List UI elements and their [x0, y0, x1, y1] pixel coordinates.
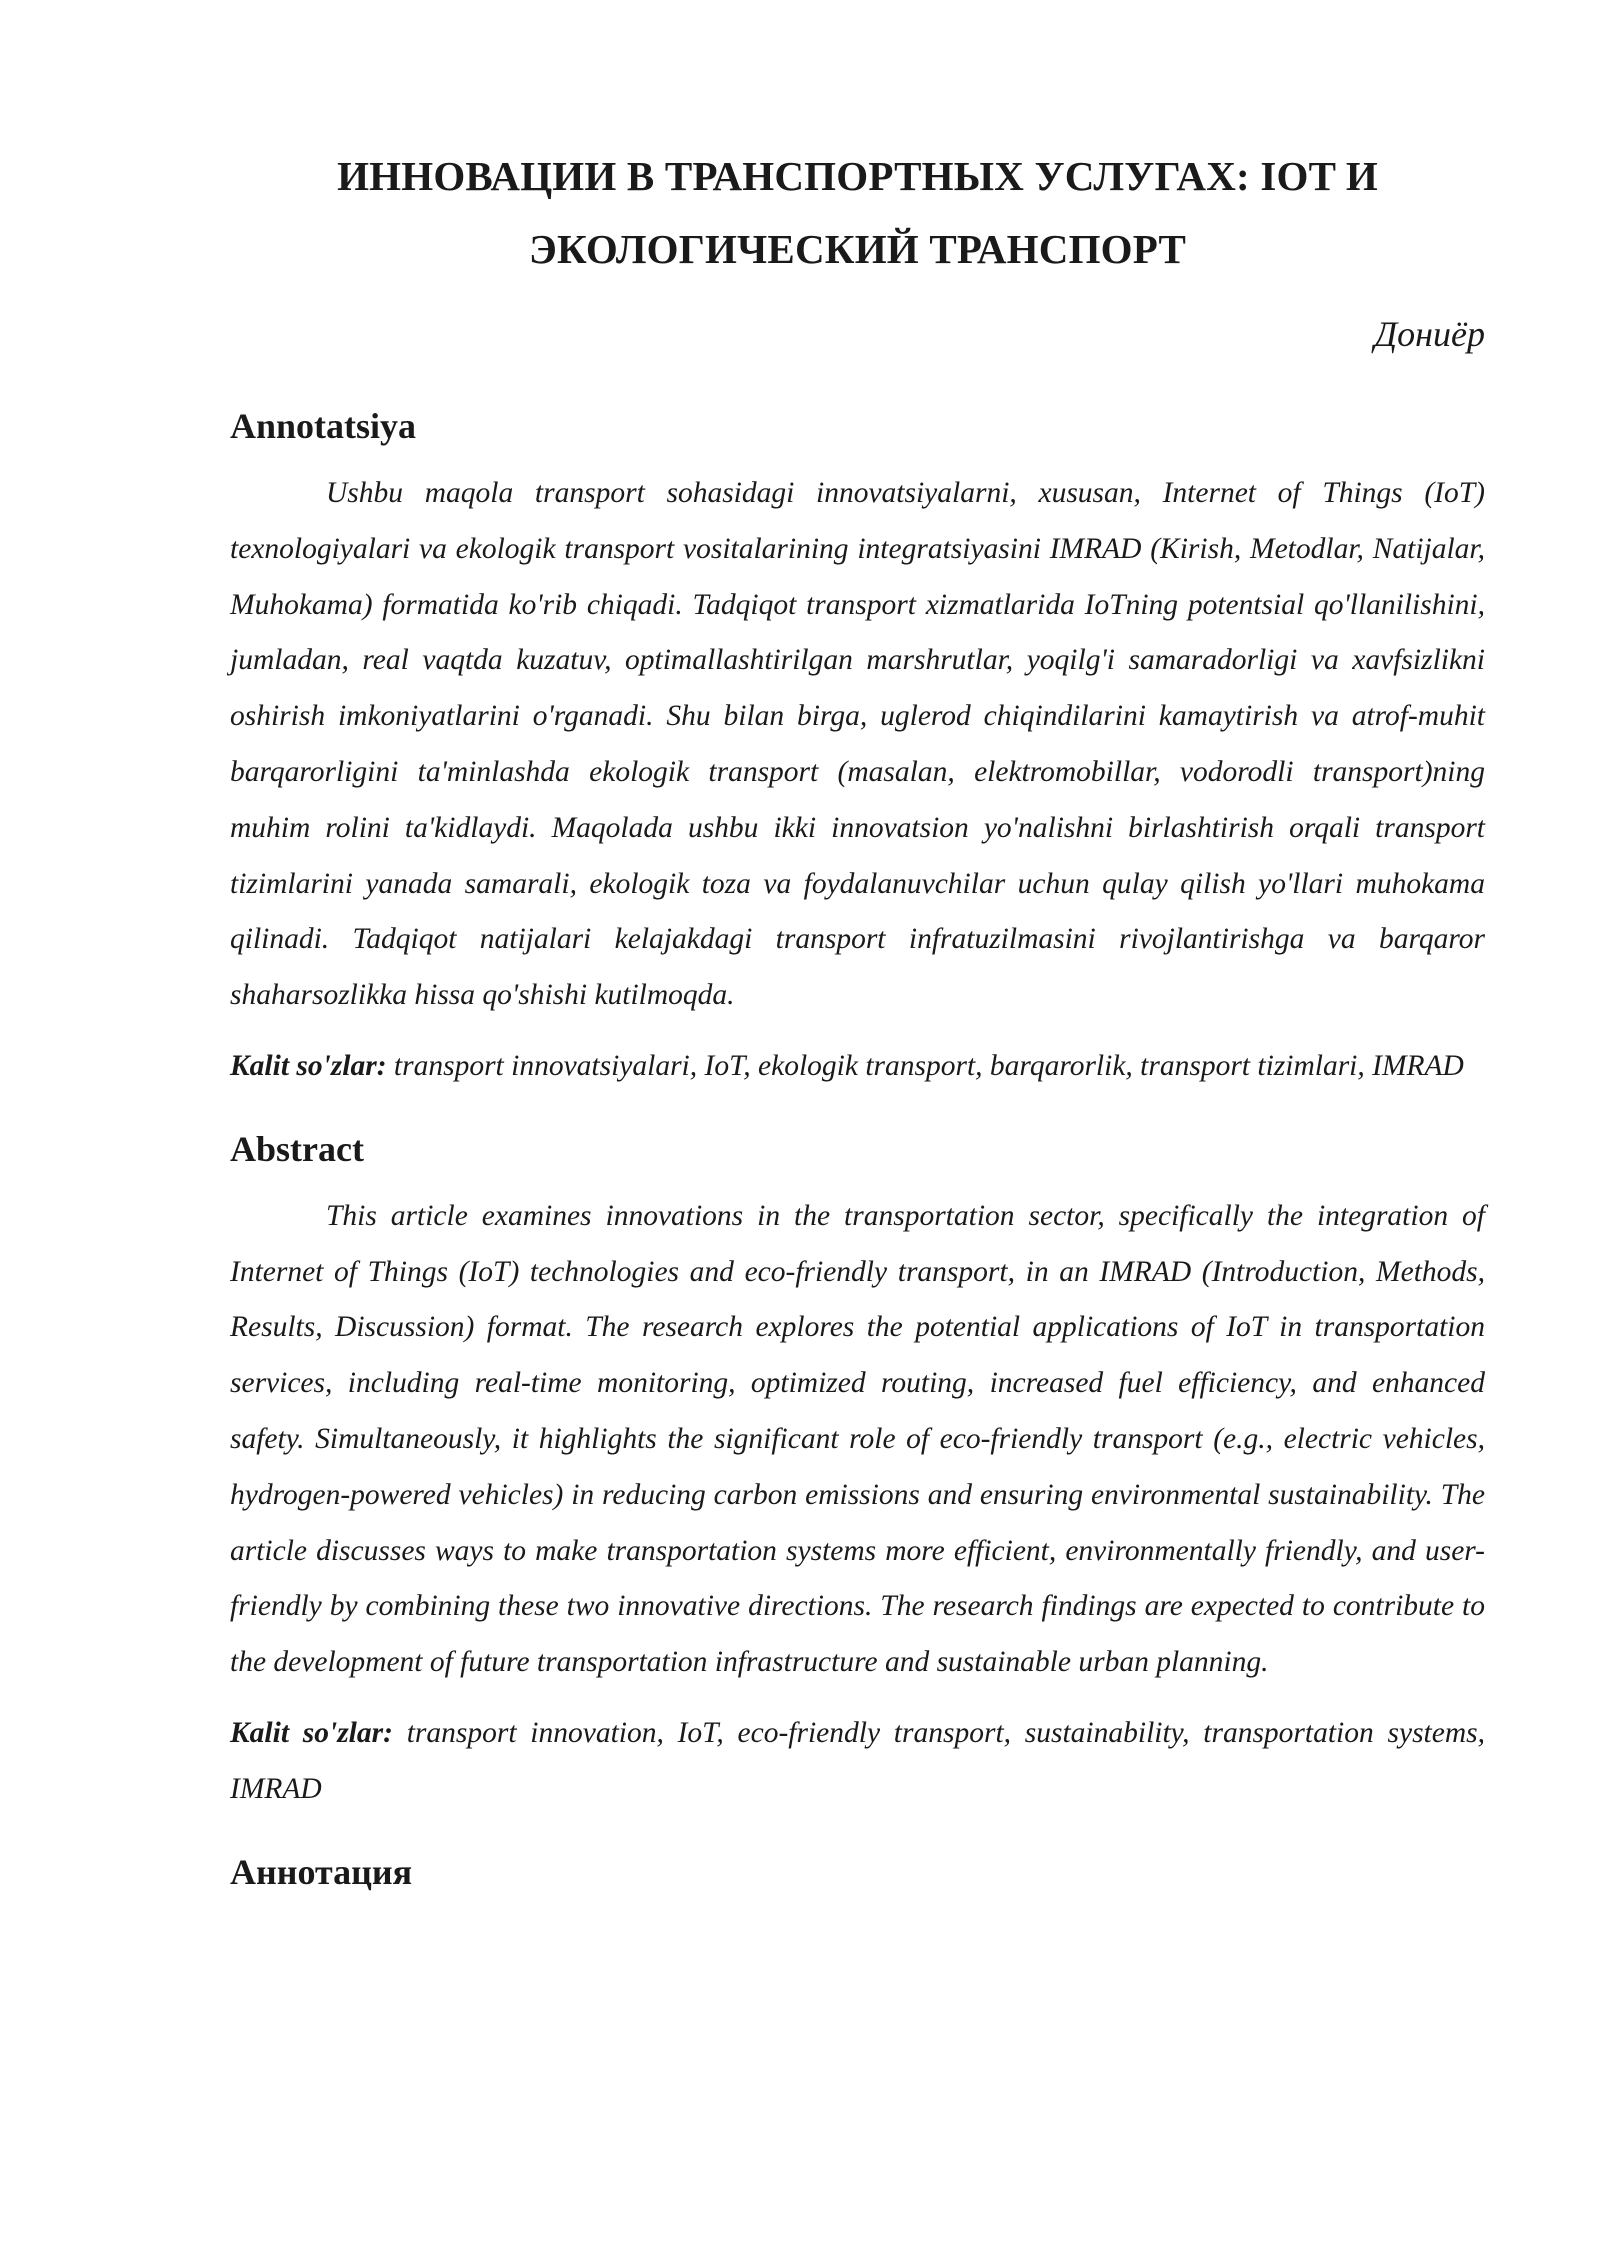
keywords-label: Kalit so'zlar:	[230, 1716, 393, 1749]
annotatsiya-section	[230, 406, 1485, 1095]
annotatsiya-heading: Annotatsiya	[230, 406, 417, 446]
keywords-label: Kalit so'zlar:	[230, 1049, 387, 1082]
title-line-1: ИННОВАЦИИ В ТРАНСПОРТНЫХ УСЛУГАХ: IOT И	[337, 153, 1378, 199]
title-line-2: ЭКОЛОГИЧЕСКИЙ ТРАНСПОРТ	[528, 226, 1187, 272]
abstract-section	[230, 1129, 1485, 1818]
annotatsiya-body: Ushbu maqola transport sohasidagi innovatsiyalarni, xususan, Internet of Things (IoT) texnologiyalari va ekologik transport vositalarining integratsiyasini IMRAD (Kirish, Metodlar, Natijalar, Muhokama) formatida ko'rib chiqadi. Tadqiqot transport xizmatlarida IoTning potentsial qo'llanilishini, jumladan, real vaqtda kuzatuv, optimallashtirilgan marshrutlar, yoqilg'i samaradorligi va xavfsizlikni oshirish imkoniyatlarini o'rganadi. Shu bilan birga, uglerod chiqindilarini kamaytirish va atrof-muhit barqarorligini ta'minlashda ekologik transport (masalan, elektromobillar, vodorodli transport)ning muhim rolini ta'kidlaydi. Maqolada ushbu ikki innovatsion yo'nalishni birlashtirish orqali transport tizimlarini yanada samarali, ekologik toza va foydalanuvchilar uchun qulay qilish yo'llari muhokama qilinadi. Tadqiqot natijalari kelajakdagi transport infratuzilmasini rivojlantirishga va barqaror shaharsozlikka hissa qo'shishi kutilmoqda.	[230, 477, 1485, 1012]
abstract-heading: Abstract	[230, 1128, 364, 1169]
annotatsiya-ru-section	[230, 1852, 1485, 1892]
abstract-keywords	[230, 1706, 1485, 1818]
annotatsiya-ru-heading: Аннотация	[230, 1851, 413, 1892]
paper-title	[230, 140, 1485, 286]
keywords-list: transport innovation, IoT, eco-friendly transport, sustainability, transportation systems, IMRAD	[230, 1716, 1486, 1805]
author-name: Дониёр	[1374, 314, 1485, 354]
paper-page	[230, 140, 1485, 1892]
annotatsiya-keywords	[230, 1039, 1485, 1095]
abstract-body: This article examines innovations in the transportation sector, specifically the integration of Internet of Things (IoT) technologies and eco-friendly transport, in an IMRAD (Introduction, Methods, Results, Discussion) format. The research explores the potential applications of IoT in transportation services, including real-time monitoring, optimized routing, increased fuel efficiency, and enhanced safety. Simultaneously, it highlights the significant role of eco-friendly transport (e.g., electric vehicles, hydrogen-powered vehicles) in reducing carbon emissions and ensuring environmental sustainability. The article discusses ways to make transportation systems more efficient, environmentally friendly, and user-friendly by combining these two innovative directions. The research findings are expected to contribute to the development of future transportation infrastructure and sustainable urban planning.	[230, 1199, 1485, 1679]
keywords-list: transport innovatsiyalari, IoT, ekologik transport, barqarorlik, transport tizimlari, IMRAD	[386, 1049, 1464, 1082]
